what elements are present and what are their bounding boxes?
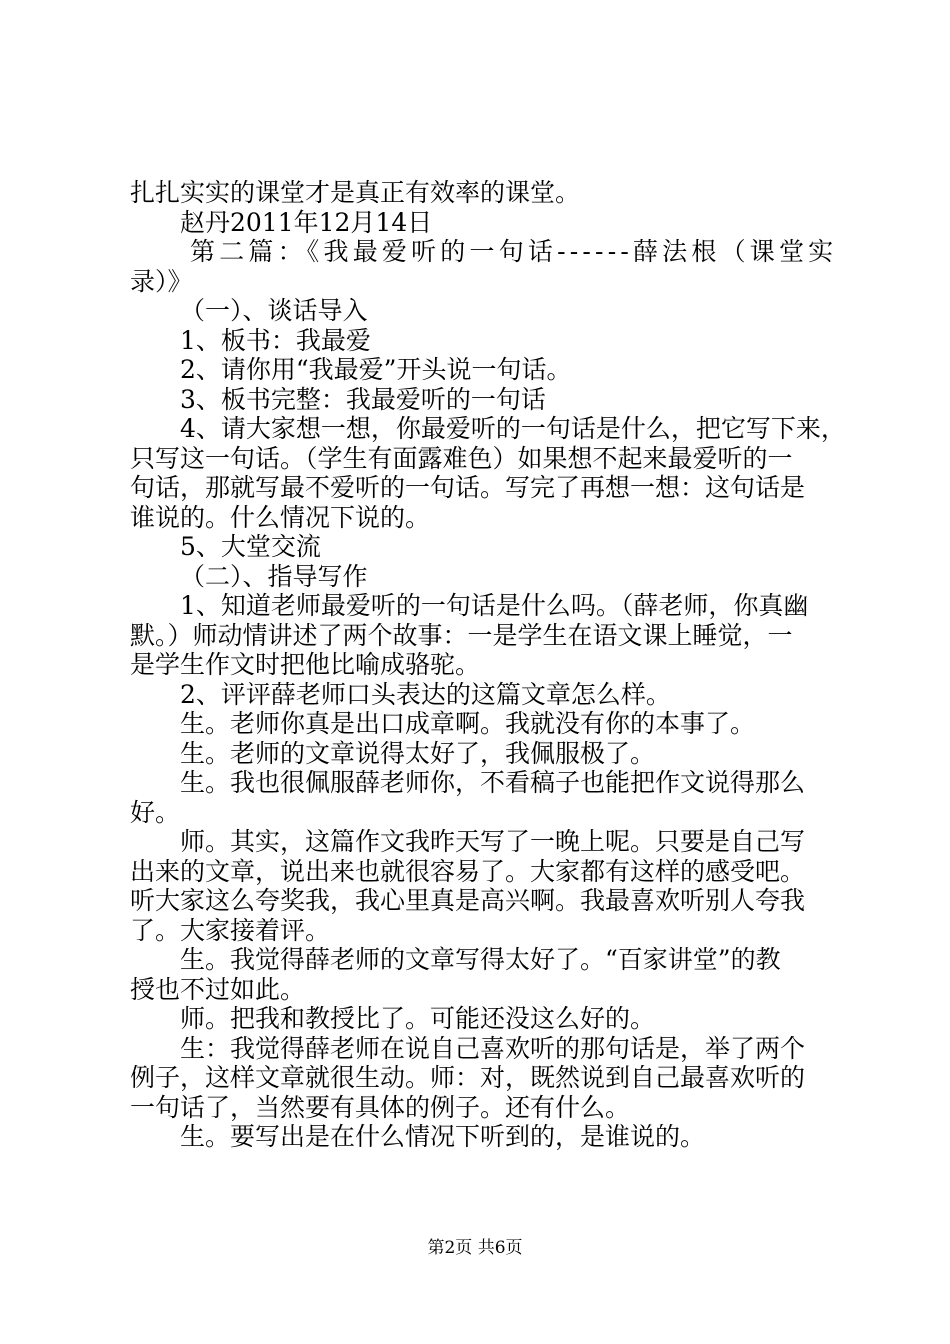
document-body — [130, 178, 846, 1152]
dialogue-line: 生。老师你真是出口成章啊。我就没有你的本事了。 — [180, 709, 756, 738]
page-number-footer: 第2页 共6页 — [427, 1238, 523, 1258]
list-item: 3、板书完整：我最爱听的一句话 — [180, 384, 546, 414]
dialogue-line: 生。要写出是在什么情况下听到的，是谁说的。 — [180, 1122, 706, 1151]
list-item: 2、评评薛老师口头表达的这篇文章怎么样。 — [180, 679, 671, 709]
paragraph-line: 默。）师动情讲述了两个故事：一是学生在语文课上睡觉，一 — [130, 620, 793, 650]
dialogue-line: 生：我觉得薛老师在说自己喜欢听的那句话是，举了两个 — [180, 1033, 806, 1063]
paragraph-line: 例子，这样文章就很生动。师：对，既然说到自己最喜欢听的 — [130, 1063, 806, 1092]
paragraph-line: 扎扎实实的课堂才是真正有效率的课堂。 — [130, 178, 581, 207]
list-item: 2、请你用“我最爱”开头说一句话。 — [180, 355, 572, 384]
paragraph-line: 是学生作文时把他比喻成骆驼。 — [130, 650, 481, 679]
list-item: 5、大堂交流 — [180, 532, 321, 561]
paragraph-line: 句话，那就写最不爱听的一句话。写完了再想一想：这句话是 — [130, 473, 806, 502]
paragraph-line: 出来的文章，说出来也就很容易了。大家都有这样的感受吧。 — [130, 856, 806, 886]
list-item: 1、板书：我最爱 — [180, 325, 371, 355]
dialogue-line: 生。老师的文章说得太好了，我佩服极了。 — [180, 738, 656, 768]
subheading-part-two: （二）、指导写作 — [180, 561, 368, 591]
paragraph-line: 了。大家接着评。 — [130, 915, 331, 945]
paragraph-line: 一句话了，当然要有具体的例子。还有什么。 — [130, 1092, 631, 1122]
list-item: 1、知道老师最爱听的一句话是什么吗。（薛老师，你真幽 — [180, 591, 809, 620]
paragraph-line: 听大家这么夸奖我，我心里真是高兴啊。我最喜欢听别人夸我 — [130, 886, 806, 915]
paragraph-line: 谁说的。什么情况下说的。 — [130, 502, 431, 532]
subheading-part-one: （一）、谈话导入 — [180, 296, 368, 325]
list-item: 4、请大家想一想，你最爱听的一句话是什么，把它写下来， — [180, 414, 846, 443]
dialogue-line: 师。其实，这篇作文我昨天写了一晚上呢。只要是自己写 — [180, 827, 806, 856]
section-heading: 第二篇：《我最爱听的一句话------薛法根（课堂实 — [190, 237, 838, 266]
paragraph-line: 好。 — [130, 797, 181, 827]
dialogue-line: 生。我觉得薛老师的文章写得太好了。“百家讲堂”的教 — [180, 945, 781, 974]
paragraph-line: 只写这一句话。（学生有面露难色）如果想不起来最爱听的一 — [130, 443, 793, 473]
dialogue-line: 生。我也很佩服薛老师你，不看稿子也能把作文说得那么 — [180, 768, 806, 797]
author-date-line: 赵丹2011年12月14日 — [180, 207, 433, 237]
section-heading-continued: 录）》 — [130, 266, 193, 296]
paragraph-line: 授也不过如此。 — [130, 974, 306, 1004]
dialogue-line: 师。把我和教授比了。可能还没这么好的。 — [180, 1004, 656, 1033]
